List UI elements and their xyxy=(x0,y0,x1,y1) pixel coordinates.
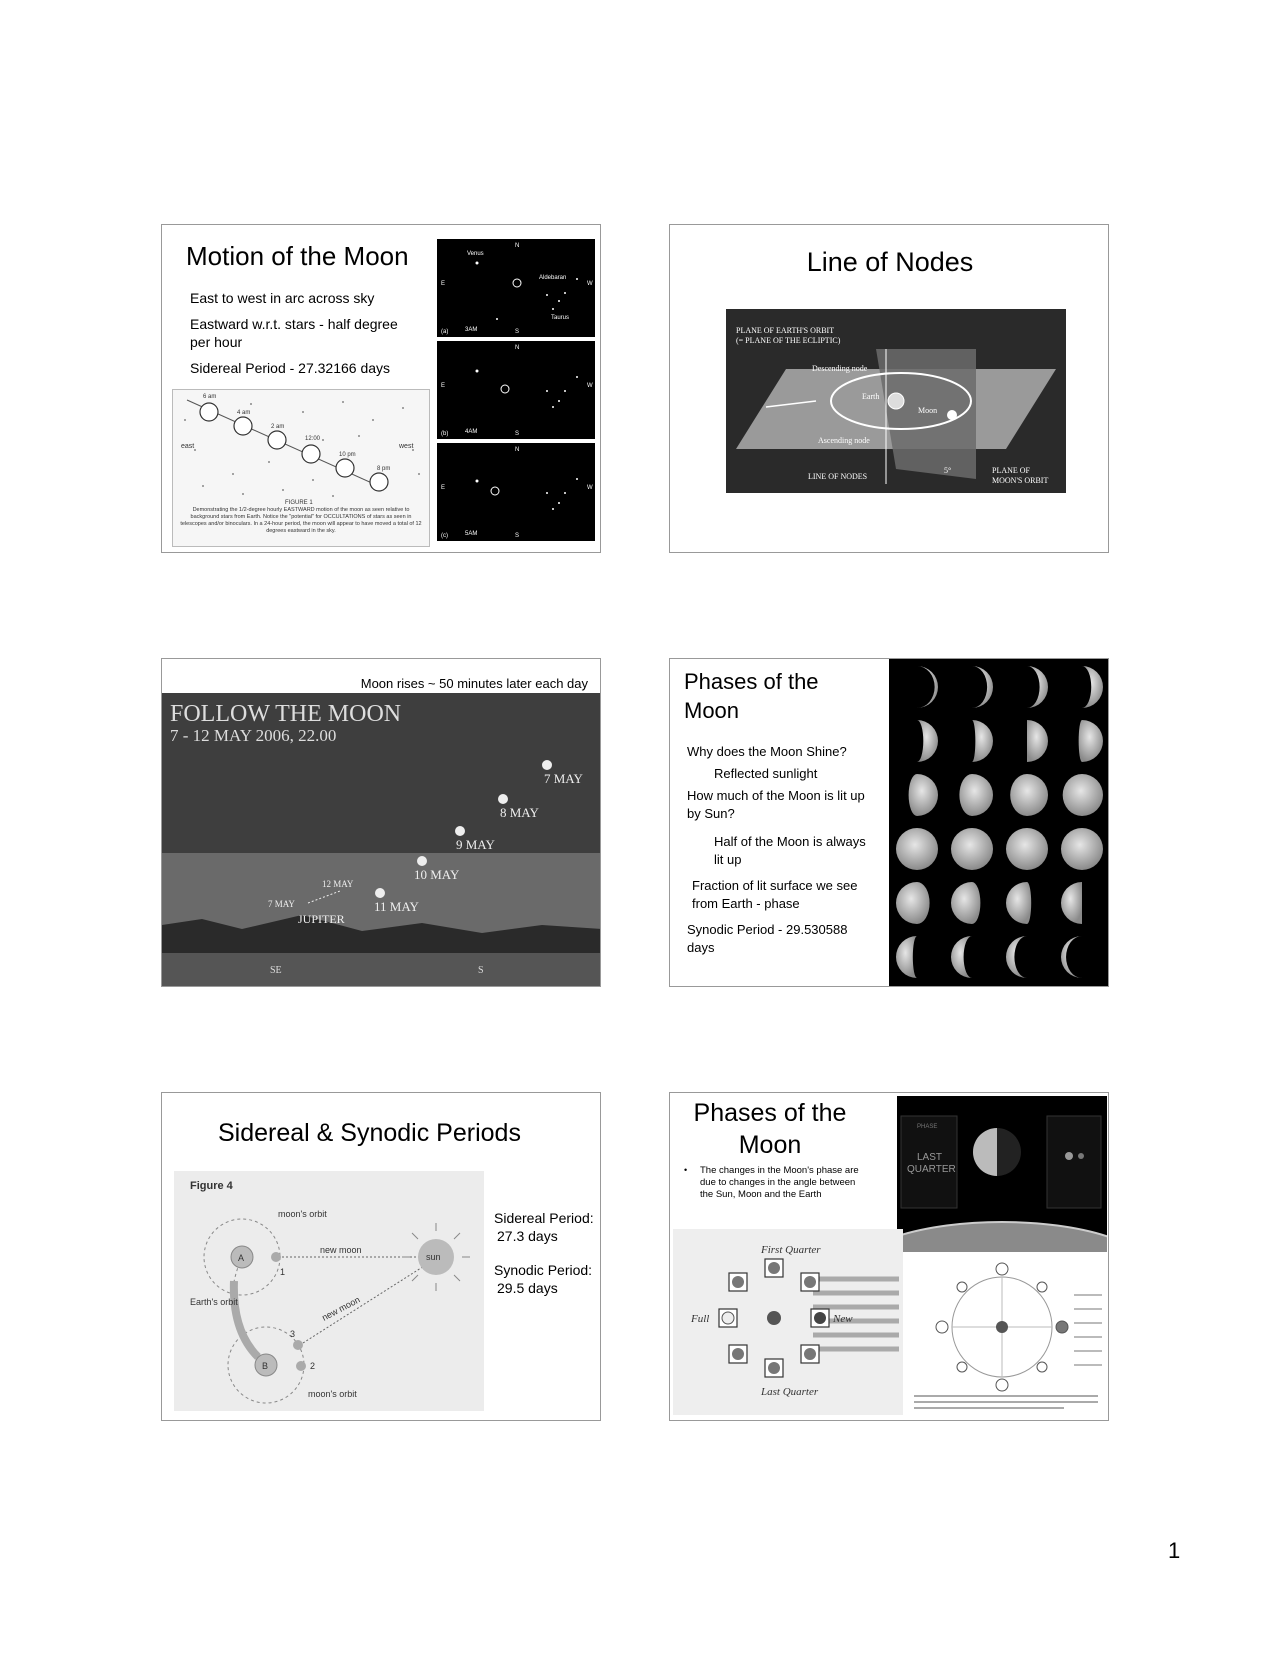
compass-s: S xyxy=(515,533,520,539)
compass-s: S xyxy=(515,329,520,335)
poster-subtitle: 7 - 12 MAY 2006, 22.00 xyxy=(170,726,337,745)
moon-date-8: 8 MAY xyxy=(500,805,539,820)
moon-phases-grid xyxy=(889,659,1109,987)
last-quarter-photo xyxy=(897,1096,1107,1252)
moon-phase-icon xyxy=(1061,882,1103,924)
moon-date-7: 7 MAY xyxy=(544,771,583,786)
page-number: 1 xyxy=(1168,1538,1181,1563)
compass-e: E xyxy=(441,383,446,389)
slide-follow-the-moon xyxy=(161,658,601,987)
moon-phase-icon xyxy=(1061,774,1103,816)
moon-phase-icon xyxy=(1006,666,1048,708)
label-descending-node: Descending node xyxy=(812,364,868,373)
last-quarter-text-1: LAST xyxy=(917,1152,943,1163)
panel-time: 5AM xyxy=(465,531,478,537)
moon-phase-icon xyxy=(1006,936,1048,978)
east-label: east xyxy=(181,443,195,450)
panel-tag: (a) xyxy=(441,329,449,335)
title-line-1: Phases of the xyxy=(684,669,819,694)
sky-panel-a xyxy=(437,239,595,337)
moon-phase-icon xyxy=(896,828,938,870)
new-label: New xyxy=(833,1313,853,1325)
moon-phase-icon xyxy=(1006,882,1048,924)
moons-orbit-top-label: moon's orbit xyxy=(278,1209,327,1219)
last-quarter-label: Last Quarter xyxy=(761,1386,819,1398)
phase-item: Reflected sunlight xyxy=(714,766,818,781)
time-label: 12:00 xyxy=(305,436,321,442)
venus-label: Venus xyxy=(467,251,484,257)
moon-phase-icon xyxy=(1061,828,1103,870)
moon-phase-icon xyxy=(1061,666,1103,708)
moons-orbit-bottom-label: moon's orbit xyxy=(308,1389,357,1399)
moon-phase-icon xyxy=(896,666,938,708)
moon-date-10: 10 MAY xyxy=(414,867,460,882)
compass-e: E xyxy=(441,281,446,287)
slide-phases-angle xyxy=(669,1092,1109,1421)
new-moon-label-1: new moon xyxy=(320,1245,362,1255)
earths-orbit-label: Earth's orbit xyxy=(190,1297,238,1307)
compass-w: W xyxy=(587,485,593,491)
label-plane-moon-2: MOON'S ORBIT xyxy=(992,476,1049,485)
moon-date-9: 9 MAY xyxy=(456,837,495,852)
label-plane-moon-1: PLANE OF xyxy=(992,466,1031,475)
compass-e: E xyxy=(441,485,446,491)
moon-phase-icon xyxy=(896,774,938,816)
time-label: 4 am xyxy=(237,410,251,416)
phase-item: Why does the Moon Shine? xyxy=(687,744,847,759)
taurus-label: Taurus xyxy=(551,315,570,321)
sidereal-period-label: Sidereal Period: xyxy=(494,1210,594,1226)
panel-tag: (c) xyxy=(441,533,448,539)
slide-title: Motion of the Moon xyxy=(186,241,409,271)
slide-title: Line of Nodes xyxy=(806,247,974,277)
bullet-2: Eastward w.r.t. stars - half degree per hour xyxy=(190,316,398,350)
moon-phase-icon xyxy=(896,936,938,978)
position-2: 2 xyxy=(310,1361,316,1371)
moon-phase-icon xyxy=(1006,774,1048,816)
label-line-of-nodes: LINE OF NODES xyxy=(808,472,868,481)
orbit-phase-diagram xyxy=(906,1255,1106,1415)
horizon-s: S xyxy=(478,965,484,976)
moon-phase-icon xyxy=(896,720,938,762)
phase-text: PHASE xyxy=(917,1124,938,1130)
jupiter-12-may: 12 MAY xyxy=(322,879,354,889)
moon-phase-icon xyxy=(896,882,938,924)
position-3: 3 xyxy=(290,1329,296,1339)
bullet-3: Sidereal Period - 27.32166 days xyxy=(190,360,391,376)
west-label: west xyxy=(399,443,414,450)
time-label: 10 pm xyxy=(339,452,356,458)
full-label: Full xyxy=(691,1313,710,1325)
jupiter-7-may: 7 MAY xyxy=(268,899,295,909)
periods-figure xyxy=(174,1171,484,1411)
moon-phase-icon xyxy=(951,882,993,924)
slide-title xyxy=(684,667,819,725)
horizon-se: SE xyxy=(270,965,282,976)
time-label: 8 pm xyxy=(377,466,391,472)
phase-bullet: The changes in the Moon's phase are due to changes in the angle between the Sun, Moon and the Earth xyxy=(700,1165,859,1200)
time-label: 2 am xyxy=(271,424,285,430)
phase-item: Half of the Moon is always lit up xyxy=(714,834,866,867)
label-ascending-node: Ascending node xyxy=(818,436,870,445)
panel-time: 4AM xyxy=(465,429,478,435)
slide-title: Sidereal & Synodic Periods xyxy=(218,1119,521,1147)
position-a: A xyxy=(238,1253,245,1263)
moon-phase-icon xyxy=(951,936,993,978)
compass-w: W xyxy=(587,281,593,287)
sun-label: sun xyxy=(426,1252,441,1262)
moon-phase-icon xyxy=(1006,828,1048,870)
moon-date-11: 11 MAY xyxy=(374,899,419,914)
compass-n: N xyxy=(515,345,520,351)
phase-item: How much of the Moon is lit up by Sun? xyxy=(687,788,865,821)
last-quarter-text-2: QUARTER xyxy=(907,1164,956,1175)
figure-caption-title: FIGURE 1 xyxy=(285,500,313,506)
slide-line-of-nodes xyxy=(669,224,1109,553)
slide-header: Moon rises ~ 50 minutes later each day xyxy=(360,676,588,691)
panel-time: 3AM xyxy=(465,327,478,333)
poster-title: FOLLOW THE MOON xyxy=(170,701,402,727)
compass-n: N xyxy=(515,447,520,453)
phase-item: Fraction of lit surface we see from Earth - phase xyxy=(692,878,858,911)
title-line-1: Phases of the xyxy=(693,1099,847,1127)
compass-s: S xyxy=(515,431,520,437)
synodic-period-value: 29.5 days xyxy=(497,1280,558,1296)
phase-diagram-illustration xyxy=(673,1229,903,1415)
synodic-period-label: Synodic Period: xyxy=(494,1262,593,1278)
figure-caption: Demonstrating the 1/2-degree hourly EASTWARD motion of the moon as seen relative to background stars from Earth. Notice the "potential" for OCCULTATIONS of stars as seen in telescopes and/or binoculars. In a 24-hour period, the moon will appear to have moved a total of 12 degrees eastward in the sky. xyxy=(180,507,422,534)
position-b: B xyxy=(262,1361,269,1371)
compass-w: W xyxy=(587,383,593,389)
moon-phase-icon xyxy=(951,720,993,762)
aldebaran-label: Aldebaran xyxy=(539,275,567,281)
position-1: 1 xyxy=(280,1267,286,1277)
jupiter-label: JUPITER xyxy=(298,912,345,926)
label-plane-earth-1: PLANE OF EARTH'S ORBIT xyxy=(736,326,835,335)
figure-label: Figure 4 xyxy=(190,1180,233,1192)
slide-sidereal-synodic xyxy=(161,1092,601,1421)
label-moon: Moon xyxy=(918,406,938,415)
title-line-2: Moon xyxy=(738,1131,802,1159)
phase-item: Synodic Period - 29.530588 days xyxy=(687,922,848,955)
sky-panel-c xyxy=(437,443,595,541)
moon-phase-icon xyxy=(1061,720,1103,762)
first-quarter-label: First Quarter xyxy=(761,1244,821,1256)
bullet-dot: • xyxy=(684,1165,688,1175)
panel-tag: (b) xyxy=(441,431,449,437)
moon-phase-icon xyxy=(1061,936,1103,978)
moon-phase-icon xyxy=(951,828,993,870)
follow-moon-poster xyxy=(162,693,601,987)
label-earth: Earth xyxy=(862,392,880,401)
slide-motion-of-the-moon xyxy=(161,224,601,553)
slide-title xyxy=(670,1097,870,1161)
line-of-nodes-diagram xyxy=(726,309,1066,493)
label-angle: 5° xyxy=(944,466,952,475)
moon-phase-icon xyxy=(951,666,993,708)
title-line-2: Moon xyxy=(684,698,740,723)
compass-n: N xyxy=(515,243,520,249)
moon-phase-icon xyxy=(951,774,993,816)
time-label: 6 am xyxy=(203,394,217,400)
sky-panel-b xyxy=(437,341,595,439)
new-moon-label-2: new moon xyxy=(320,1294,362,1323)
label-plane-earth-2: (= PLANE OF THE ECLIPTIC) xyxy=(736,336,841,345)
slide-phases-of-the-moon xyxy=(669,658,1109,987)
moon-motion-figure xyxy=(172,389,430,547)
moon-phase-icon xyxy=(1006,720,1048,762)
sidereal-period-value: 27.3 days xyxy=(497,1228,558,1244)
bullet-1: East to west in arc across sky xyxy=(190,290,375,306)
